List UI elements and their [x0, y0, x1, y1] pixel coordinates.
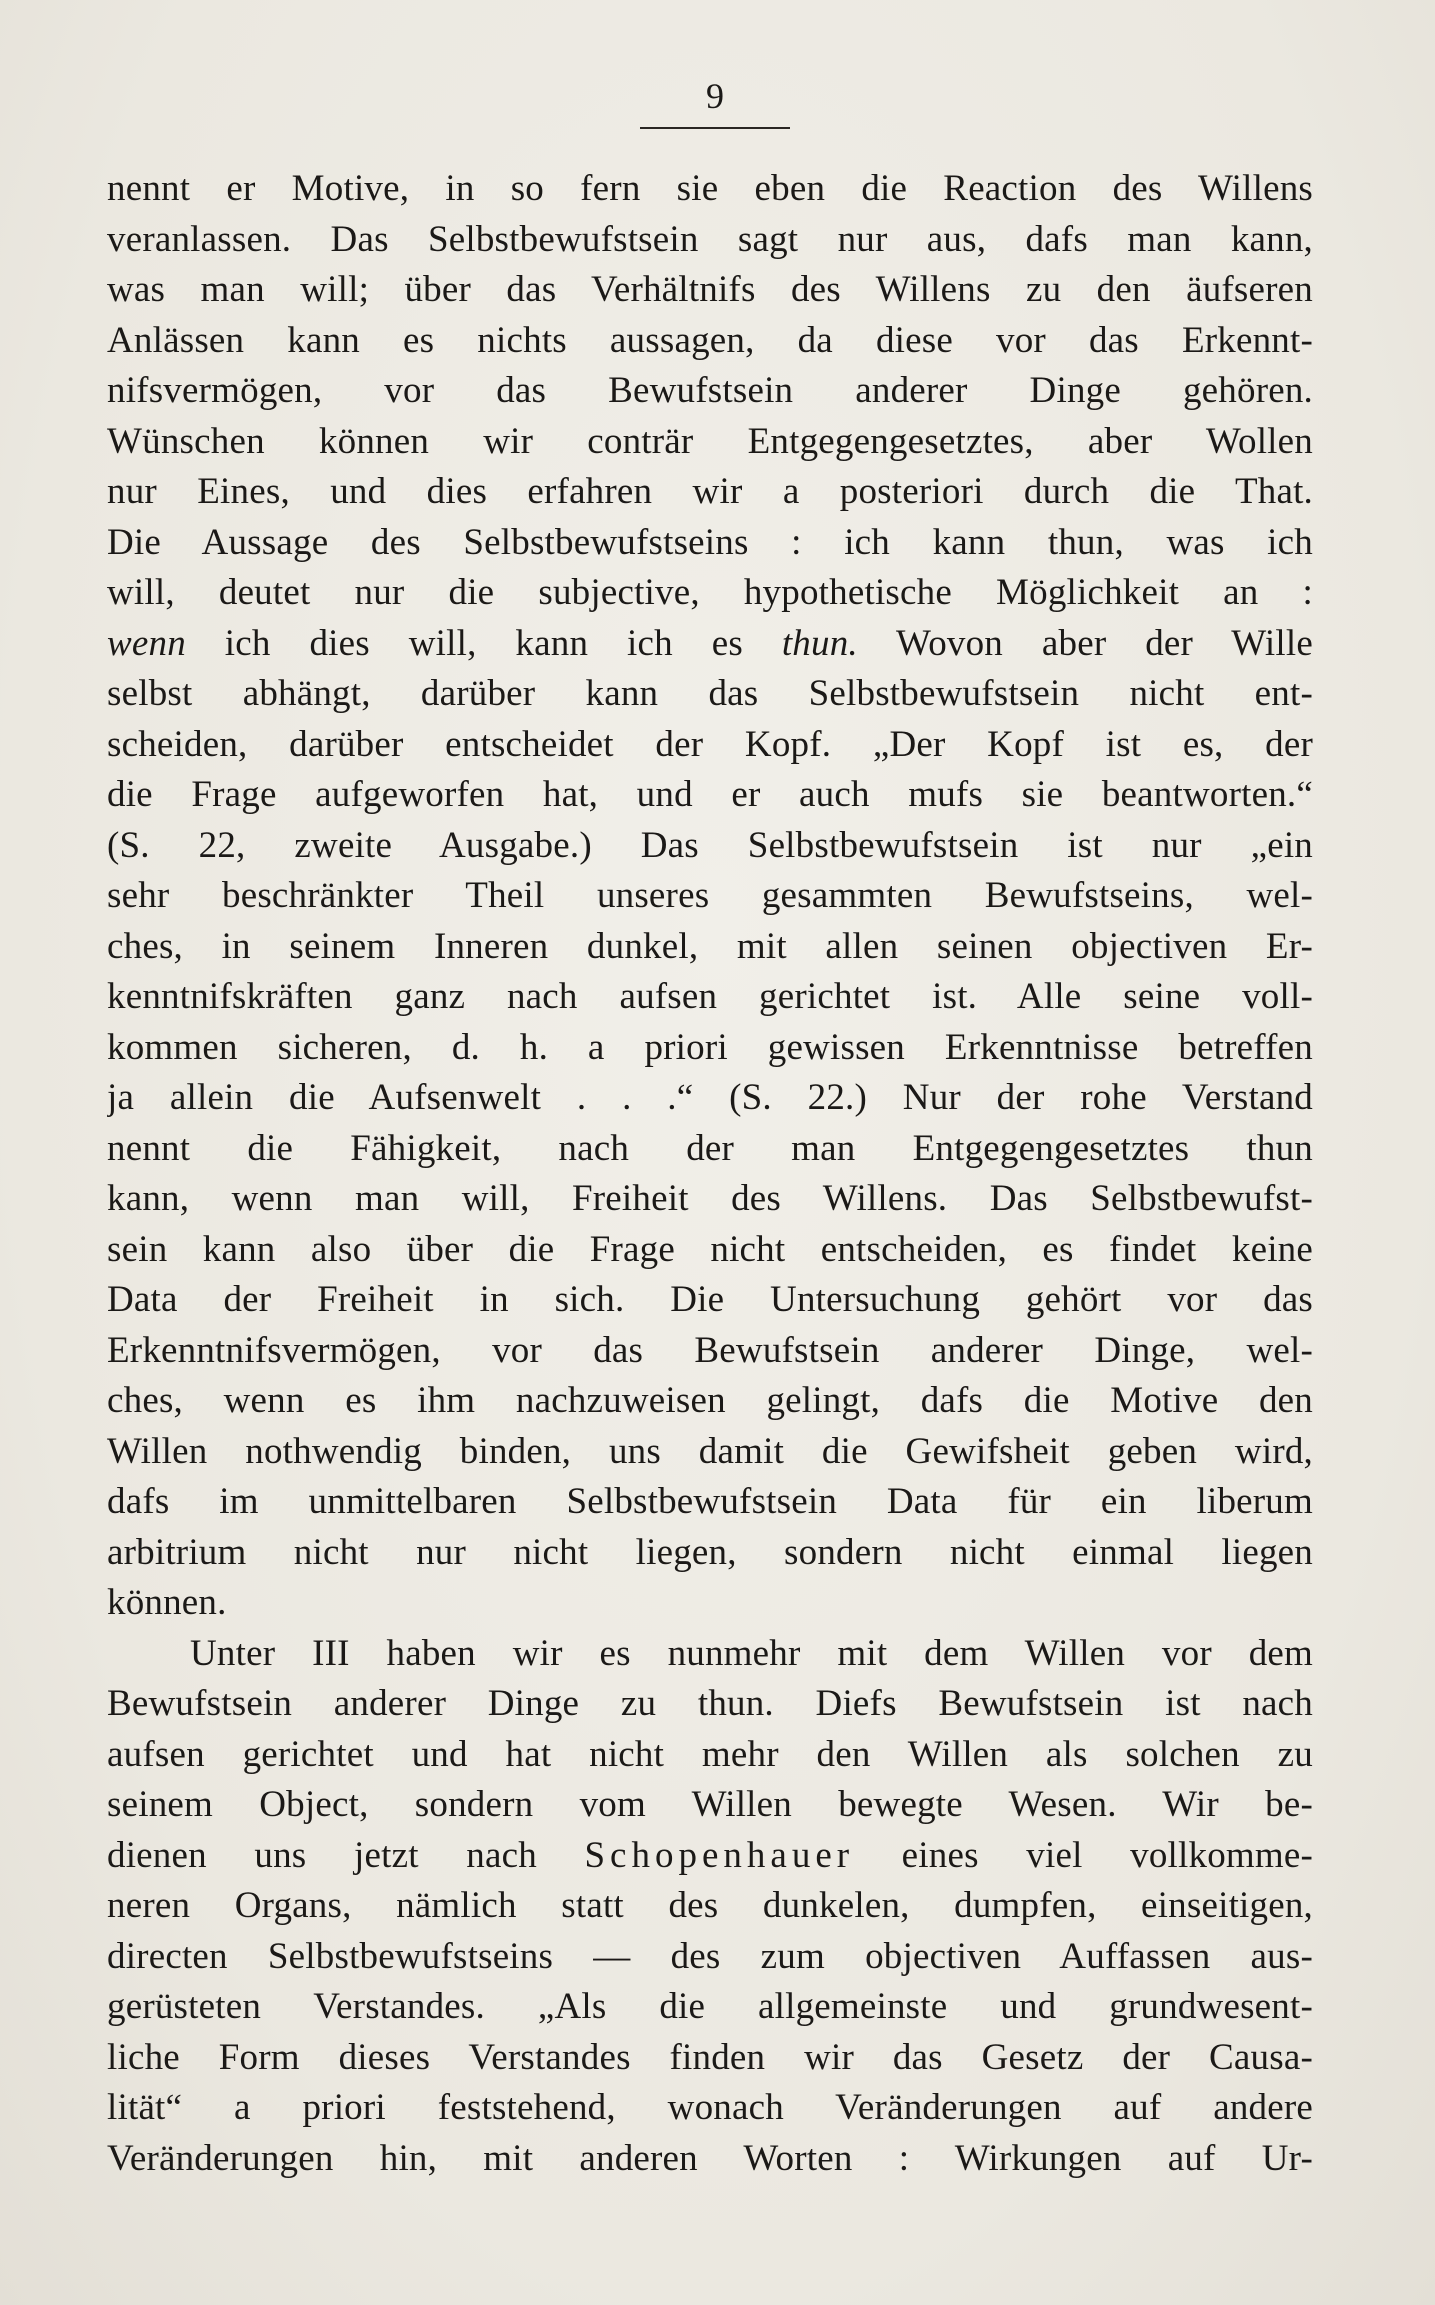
text-line: nifsvermögen, vor das Bewufstsein anderer Dinge gehören. — [107, 370, 1313, 411]
text-line: Willen nothwendig binden, uns damit die Gewifsheit geben wird, — [107, 1430, 1313, 1472]
text-line: selbst abhängt, darüber kann das Selbstbewufstsein nicht ent- — [107, 673, 1313, 714]
text-line — [107, 619, 1313, 670]
text-line: aufsen gerichtet und hat nicht mehr den Willen als solchen zu — [107, 1733, 1313, 1775]
text-line: veranlassen. Das Selbstbewufstsein sagt nur aus, dafs man kann, — [107, 218, 1313, 260]
italic-word: thun. — [781, 622, 858, 664]
text-line: Die Aussage des Selbstbewufstseins : ich kann thun, was ich — [107, 521, 1313, 563]
text-line: können. — [107, 1582, 227, 1623]
body-text — [107, 164, 1313, 2184]
header-rule — [640, 127, 790, 129]
text-line: ches, in seinem Inneren dunkel, mit allen seinen objectiven Er- — [107, 925, 1313, 967]
text-line — [107, 1831, 1313, 1882]
text-line: Bewufstsein anderer Dinge zu thun. Diefs Bewufstsein ist nach — [107, 1683, 1313, 1724]
text-line: gerüsteten Verstandes. „Als die allgemeinste und grundwesent- — [107, 1986, 1313, 2027]
text-line: nennt er Motive, in so fern sie eben die Reaction des Willens — [107, 168, 1313, 209]
text-line: will, deutet nur die subjective, hypothetische Möglichkeit an : — [107, 572, 1313, 613]
text-line: nennt die Fähigkeit, nach der man Entgegengesetztes thun — [107, 1127, 1313, 1169]
line-segment: ich dies will, kann ich es — [185, 622, 782, 664]
text-line: Data der Freiheit in sich. Die Untersuchung gehört vor das — [107, 1279, 1313, 1320]
line-segment: eines viel vollkomme- — [854, 1834, 1313, 1876]
text-line: directen Selbstbewufstseins — des zum objectiven Auffassen aus- — [107, 1935, 1313, 1977]
text-line: dafs im unmittelbaren Selbstbewufstsein Data für ein liberum — [107, 1481, 1313, 1522]
text-line: Veränderungen hin, mit anderen Worten : Wirkungen auf Ur- — [107, 2137, 1313, 2179]
text-line: kenntnifskräften ganz nach aufsen gerichtet ist. Alle seine voll- — [107, 976, 1313, 1017]
text-line: Wünschen können wir conträr Entgegengesetztes, aber Wollen — [107, 420, 1313, 462]
text-line: sehr beschränkter Theil unseres gesammten Bewufstseins, wel- — [107, 875, 1313, 916]
text-line: liche Form dieses Verstandes finden wir das Gesetz der Causa- — [107, 2036, 1313, 2078]
text-line: sein kann also über die Frage nicht entscheiden, es findet keine — [107, 1228, 1313, 1270]
text-line: neren Organs, nämlich statt des dunkelen, dumpfen, einseitigen, — [107, 1885, 1313, 1926]
text-line: Unter III haben wir es nunmehr mit dem Willen vor dem — [190, 1632, 1313, 1674]
line-segment: dienen uns jetzt nach — [107, 1834, 585, 1876]
text-line: ja allein die Aufsenwelt . . .“ (S. 22.) Nur der rohe Verstand — [107, 1077, 1313, 1118]
text-line: scheiden, darüber entscheidet der Kopf. „Der Kopf ist es, der — [107, 723, 1313, 765]
text-line: Erkenntnifsvermögen, vor das Bewufstsein anderer Dinge, wel- — [107, 1329, 1313, 1371]
text-line: nur Eines, und dies erfahren wir a posteriori durch die That. — [107, 471, 1313, 512]
text-line: (S. 22, zweite Ausgabe.) Das Selbstbewufstsein ist nur „ein — [107, 824, 1313, 866]
line-segment: Wovon aber der Wille — [857, 622, 1313, 664]
text-line: kann, wenn man will, Freiheit des Willens. Das Selbstbewufst- — [107, 1178, 1313, 1219]
text-line: seinem Object, sondern vom Willen bewegte Wesen. Wir be- — [107, 1784, 1313, 1825]
text-line: die Frage aufgeworfen hat, und er auch mufs sie beantworten.“ — [107, 774, 1313, 815]
italic-word: wenn — [107, 622, 186, 664]
text-line: Anlässen kann es nichts aussagen, da diese vor das Erkennt- — [107, 319, 1313, 361]
text-line: lität“ a priori feststehend, wonach Veränderungen auf andere — [107, 2087, 1313, 2128]
page-number: 9 — [706, 76, 724, 116]
spaced-name: Schopenhauer — [584, 1834, 855, 1876]
text-line: was man will; über das Verhältnifs des Willens zu den äufseren — [107, 269, 1313, 310]
text-line: arbitrium nicht nur nicht liegen, sondern nicht einmal liegen — [107, 1531, 1313, 1573]
text-line: ches, wenn es ihm nachzuweisen gelingt, dafs die Motive den — [107, 1380, 1313, 1421]
text-line: kommen sicheren, d. h. a priori gewissen Erkenntnisse betreffen — [107, 1026, 1313, 1068]
